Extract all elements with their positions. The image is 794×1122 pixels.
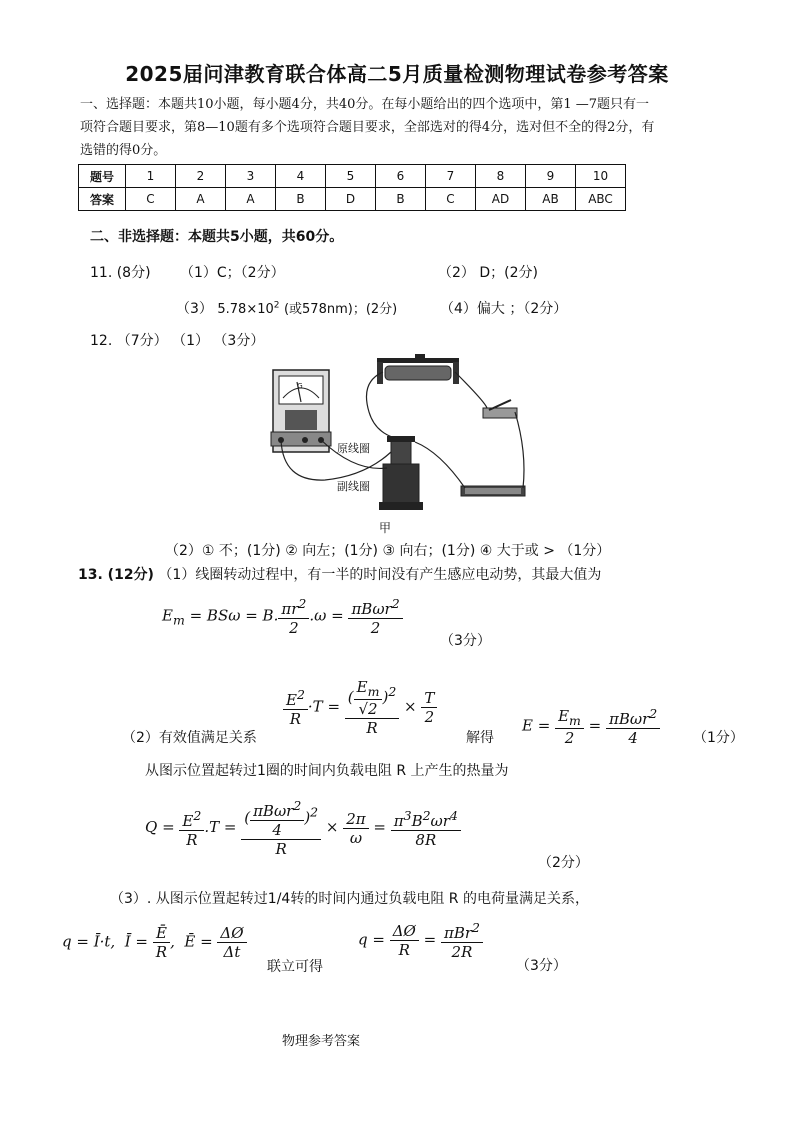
formula-charge-relations: q = Ī·t, Ī = $\frac{Ē}{R}$ , Ē = $\frac{\Delta Ø}{\Delta t}$ xyxy=(62,924,247,961)
formula-e-effective: E = $\frac{E_m}{2}$ = $\frac{\pi B\omega r^2}{4}$ xyxy=(522,706,660,747)
q13-part1-score: （3分） xyxy=(440,633,491,649)
q13-part2-text: （2）有效值满足关系 xyxy=(122,730,257,746)
svg-text:G: G xyxy=(297,382,303,390)
q13-part2-score: （1分） xyxy=(693,730,744,746)
table-cell: B xyxy=(376,188,426,211)
table-cell: 4 xyxy=(276,165,326,188)
q11-part1: （1）C；（2分） xyxy=(180,265,285,281)
q13-part2-solve: 解得 xyxy=(466,730,494,746)
table-row-answers xyxy=(79,188,626,211)
table-cell: 9 xyxy=(526,165,576,188)
formula-effective-relation: $\frac{E^2}{R}$ ·T = ( $\frac{E_m}{√2}$ )$^2$ R × $\frac{T}{2}$ xyxy=(283,678,437,737)
q11-part3 xyxy=(176,298,397,318)
q13-part1-text: （1）线圈转动过程中，有一半的时间没有产生感应电动势，其最大值为 xyxy=(158,567,602,583)
section1-line3: 选错的得0分。 xyxy=(80,143,167,158)
coil-secondary-icon xyxy=(379,464,423,510)
switch-icon xyxy=(483,400,517,418)
table-cell: 7 xyxy=(426,165,476,188)
table-cell: A xyxy=(176,188,226,211)
table-cell: 5 xyxy=(326,165,376,188)
q13-label: 13. (12分) xyxy=(78,567,154,583)
formula-charge: q = $\frac{\Delta Ø}{R}$ = $\frac{\pi Br^2}{2R}$ xyxy=(358,920,483,961)
q11-part3-value: 5.78×10 xyxy=(217,302,274,317)
rheostat-icon xyxy=(377,354,459,384)
table-cell: 2 xyxy=(176,165,226,188)
q13-part3-text: （3）. 从图示位置起转过1/4转的时间内通过负载电阻 R 的电荷量满足关系， xyxy=(110,891,589,907)
page-title: 2025届问津教育联合体高二5月质量检测物理试卷参考答案 xyxy=(125,62,669,86)
formula-em: $E_m = BS\omega = B$. $\frac{\pi r^2}{2}$ .ω = $\frac{\pi B\omega r^2}{2}$ xyxy=(162,596,403,637)
table-cell: ABC xyxy=(576,188,626,211)
galvanometer-icon xyxy=(271,370,331,452)
table-cell: AD xyxy=(476,188,526,211)
table-cell: AB xyxy=(526,188,576,211)
table-cell: C xyxy=(126,188,176,211)
section2-heading: 二、非选择题：本题共5小题，共60分。 xyxy=(90,229,344,245)
section1-line2: 项符合题目要求，第8—10题有多个选项符合题目要求，全部选对的得4分，选对但不全的得2分，有 xyxy=(80,120,655,135)
table-row-numbers xyxy=(79,165,626,188)
section1-line1: 一、选择题：本题共10小题，每小题4分，共40分。在每小题给出的四个选项中，第1 —7题只有一 xyxy=(80,97,650,112)
table-cell: 3 xyxy=(226,165,276,188)
q13-part2-score2: （2分） xyxy=(538,855,589,871)
q13-part1 xyxy=(78,564,601,584)
table-cell: 1 xyxy=(126,165,176,188)
circuit-diagram xyxy=(265,352,545,537)
q13-part2-line: 从图示位置起转过1圈的时间内负载电阻 R 上产生的热量为 xyxy=(145,763,509,779)
section1-instructions xyxy=(80,93,780,162)
answer-table xyxy=(78,164,626,211)
table-cell: 8 xyxy=(476,165,526,188)
table-cell: D xyxy=(326,188,376,211)
table-cell: B xyxy=(276,188,326,211)
table-cell: A xyxy=(226,188,276,211)
q11-part4: （4）偏大 ；（2分） xyxy=(440,301,568,317)
q13-part3-combine: 联立可得 xyxy=(267,959,323,975)
q13-part3-score: （3分） xyxy=(516,958,567,974)
q12-part2: （2）① 不；(1分) ② 向左；(1分) ③ 向右；(1分) ④ 大于或 > （1分） xyxy=(165,543,611,559)
table-header-number: 题号 xyxy=(79,165,126,188)
q11-part3-exponent: 2 xyxy=(273,300,280,311)
table-cell: C xyxy=(426,188,476,211)
label-secondary-coil: 副线圈 xyxy=(337,480,370,493)
q11-label: 11. (8分) xyxy=(90,265,151,281)
q11-part2: （2） D；(2分) xyxy=(438,265,538,281)
battery-icon xyxy=(461,486,525,496)
table-header-answer: 答案 xyxy=(79,188,126,211)
q11-part3-num: （3） xyxy=(176,301,213,317)
page-footer: 物理参考答案 xyxy=(282,1034,361,1049)
label-primary-coil: 原线圈 xyxy=(337,442,370,455)
table-cell: 10 xyxy=(576,165,626,188)
q11-part3-rest: (或578nm)；(2分) xyxy=(283,302,398,317)
figure-caption: 甲 xyxy=(379,521,392,535)
q12-label: 12. （7分） （1） （3分） xyxy=(90,333,265,349)
table-cell: 6 xyxy=(376,165,426,188)
formula-heat: Q = $\frac{E^2}{R}$ .T = ( $\frac{\pi B\omega r^2}{4}$ )$^2$ R × $\frac{2\pi}{\omega}$ = $\frac{\pi^3B^2\omega r^4}{8R}$ xyxy=(145,798,461,858)
